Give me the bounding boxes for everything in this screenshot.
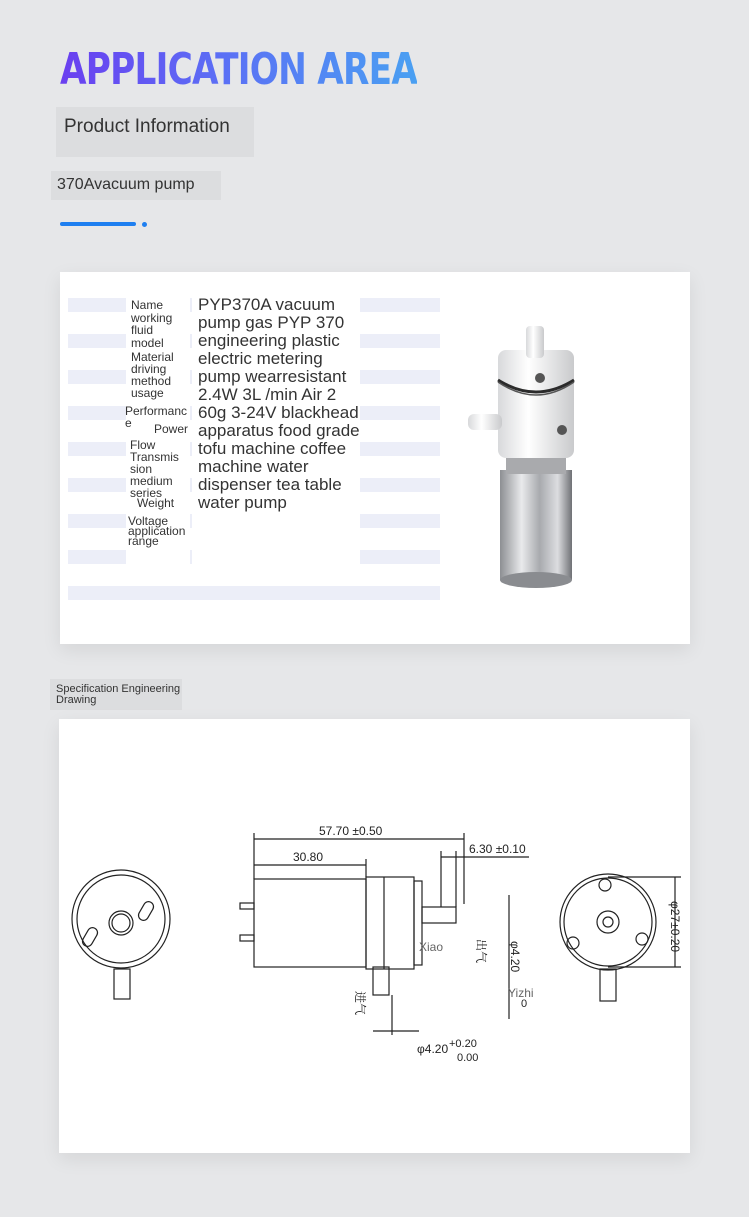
dim-diameter: φ27±0.20 [668, 901, 682, 953]
dim-total: 57.70 ±0.50 [319, 824, 383, 838]
label-outlet: 出气 [474, 939, 488, 964]
pump-photo [460, 320, 620, 595]
accent-dot [142, 222, 147, 227]
spec-drawing-heading [50, 679, 182, 710]
model-heading [51, 171, 221, 200]
label-xiao: Xiao [419, 940, 444, 954]
page-title: APPLICATION AREA [60, 44, 418, 95]
product-info-label: Product Information [64, 116, 230, 137]
spec-label: series [130, 486, 163, 500]
spec-labels [126, 296, 190, 570]
tol-lower: 0.00 [457, 1052, 479, 1064]
accent-bar [60, 222, 136, 226]
label-inlet: 进气 [353, 991, 367, 1016]
spec-label: Voltage [128, 514, 169, 528]
spec-label: Material [131, 350, 174, 364]
spec-drawing-label: Specification Engineering Drawing [56, 683, 181, 706]
dim-motor: 30.80 [293, 850, 324, 864]
label-yizhi: Yizhi [508, 986, 534, 1000]
product-card [60, 272, 690, 644]
spec-label: application [128, 524, 186, 538]
spec-label: range [128, 534, 159, 548]
spec-value-box [192, 292, 360, 568]
spec-label: medium [130, 474, 173, 488]
dim-nozzle-in: φ4.20 [417, 1042, 449, 1056]
engineering-drawing [59, 719, 690, 1153]
spec-label: Weight [137, 496, 175, 510]
tol-upper: +0.20 [449, 1038, 477, 1050]
spec-label: e [125, 416, 132, 430]
spec-label: Transmis [130, 450, 179, 464]
table-stripe [68, 586, 440, 600]
spec-label: model [131, 336, 164, 350]
spec-label: Power [154, 422, 189, 436]
spec-label: fluid [131, 323, 154, 337]
spec-label: sion [130, 462, 153, 476]
spec-label: method [131, 374, 172, 388]
spec-label: Flow [130, 438, 156, 452]
spec-label: Performanc [125, 404, 188, 418]
spec-label: driving [131, 362, 167, 376]
dim-nozzle-out: φ4.20 [508, 941, 522, 973]
spec-label: working [131, 311, 173, 325]
product-info-heading [56, 107, 254, 157]
spec-value-text: PYP370A vacuum pump gas PYP 370 engineering plastic electric metering pump wearresistant 2.4W 3L /min Air 2 60g 3-24V blackhead apparatus food grade tofu machine coffee machine water dispenser tea table water pump [198, 295, 360, 512]
tol-side: 0 [521, 998, 528, 1010]
spec-label: usage [131, 386, 164, 400]
dim-outlet: 6.30 ±0.10 [469, 842, 526, 856]
model-label: 370Avacuum pump [57, 176, 195, 193]
spec-label: Name [131, 298, 164, 312]
drawing-card [59, 719, 690, 1153]
